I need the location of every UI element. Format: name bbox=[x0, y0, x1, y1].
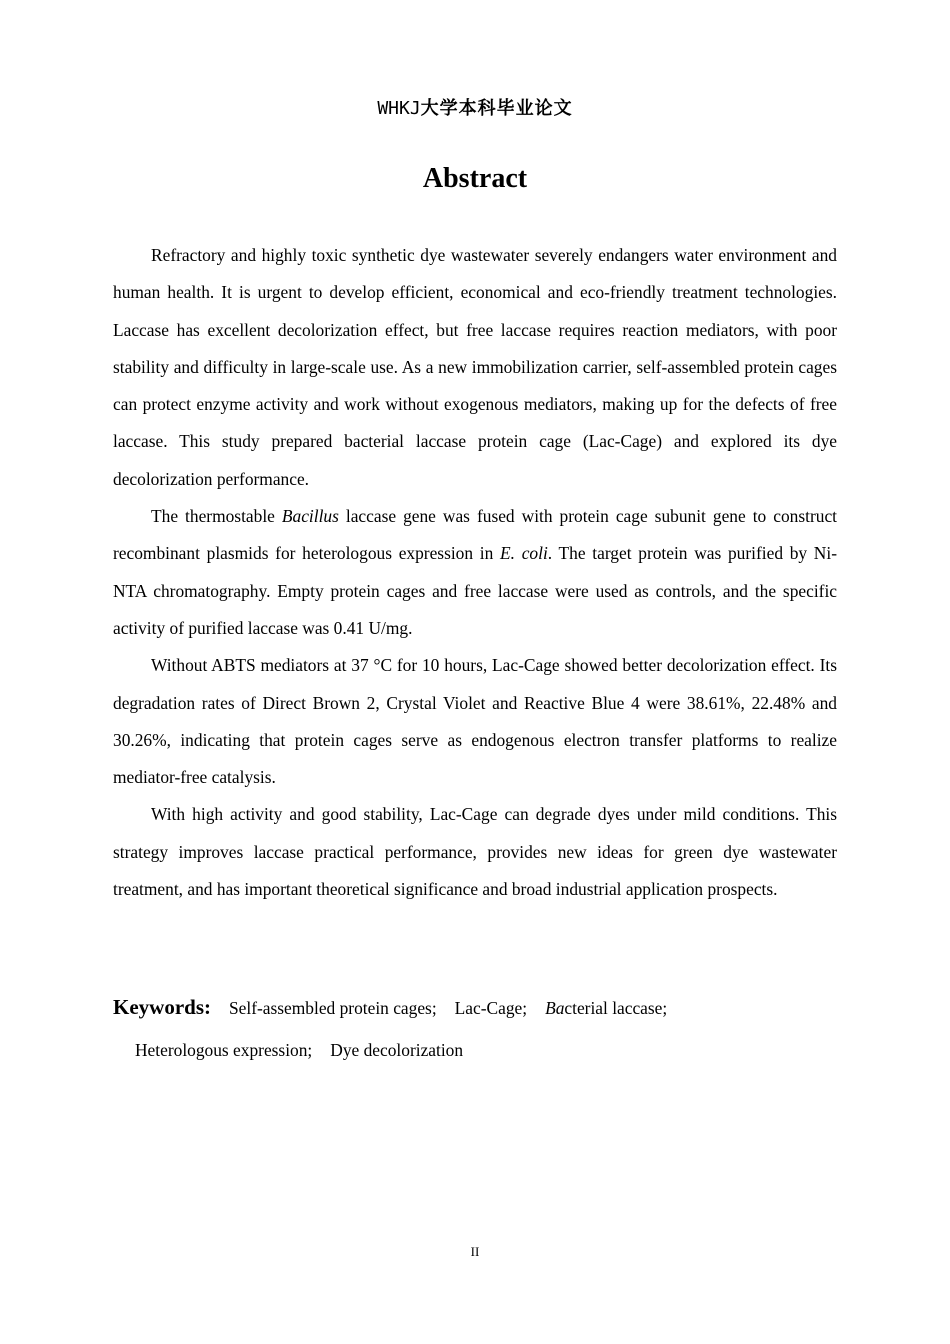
keywords-section bbox=[113, 986, 853, 1071]
abstract-title: Abstract bbox=[422, 163, 528, 194]
page-header bbox=[0, 94, 950, 120]
paragraph-2 bbox=[113, 498, 837, 647]
keyword-5: Dye decolorization bbox=[330, 1040, 464, 1060]
paragraph-3: Without ABTS mediators at 37 °C for 10 hours, Lac-Cage showed better decolorization effect. Its degradation rates of Direct Brown 2, Crystal Violet and Reactive Blue 4 were 38.61%, 22.48% and 30.26%, indicating that protein cages serve as endogenous electron transfer platforms to realize mediator-free catalysis. bbox=[113, 655, 837, 788]
keywords-label: Keywords: bbox=[113, 995, 211, 1019]
header-latin: WHKJ bbox=[377, 98, 421, 119]
p2-italic-ecoli: E. coli bbox=[500, 543, 548, 564]
p2-text-a: The thermostable bbox=[151, 506, 282, 527]
keyword-1: Self-assembled protein cages; bbox=[229, 998, 437, 1018]
page-number: II bbox=[470, 1244, 480, 1259]
p2-italic-bacillus: Bacillus bbox=[281, 506, 339, 527]
keyword-2: Lac-Cage; bbox=[454, 998, 528, 1018]
keyword-4: Heterologous expression; bbox=[135, 1040, 313, 1060]
keywords-line-1 bbox=[113, 986, 853, 1029]
keywords-line-2 bbox=[113, 1029, 853, 1071]
p2-text-c: laccase gene was fused with protein cage subunit gene to construct recombinant plasmids for heterologous expression in bbox=[113, 506, 837, 564]
paragraph-4: With high activity and good stability, Lac-Cage can degrade dyes under mild conditions. This strategy improves laccase practical performance, provides new ideas for green dye wastewater treatment, and has important theoretical significance and broad industrial application prospects. bbox=[113, 804, 837, 900]
p2-text-e: . The target protein was purified by Ni-NTA chromatography. Empty protein cages and free laccase were used as controls, and the specific activity of purified laccase was 0.41 U/mg. bbox=[113, 543, 837, 638]
paragraph-1: Refractory and highly toxic synthetic dye wastewater severely endangers water environment and human health. It is urgent to develop efficient, economical and eco-friendly treatment technologies. Laccase has excellent decolorization effect, but free laccase requires reaction mediators, with poor stability and difficulty in large-scale use. As a new immobilization carrier, self-assembled protein cages can protect enzyme activity and work without exogenous mediators, making up for the defects of free laccase. This study prepared bacterial laccase protein cage (Lac-Cage) and explored its dye decolorization performance. bbox=[113, 245, 837, 489]
keyword-3-italic: Ba bbox=[545, 998, 565, 1018]
keyword-3-rest: cterial laccase; bbox=[564, 998, 668, 1018]
abstract-body bbox=[113, 237, 837, 908]
header-cjk: 大学本科毕业论文 bbox=[420, 98, 573, 119]
